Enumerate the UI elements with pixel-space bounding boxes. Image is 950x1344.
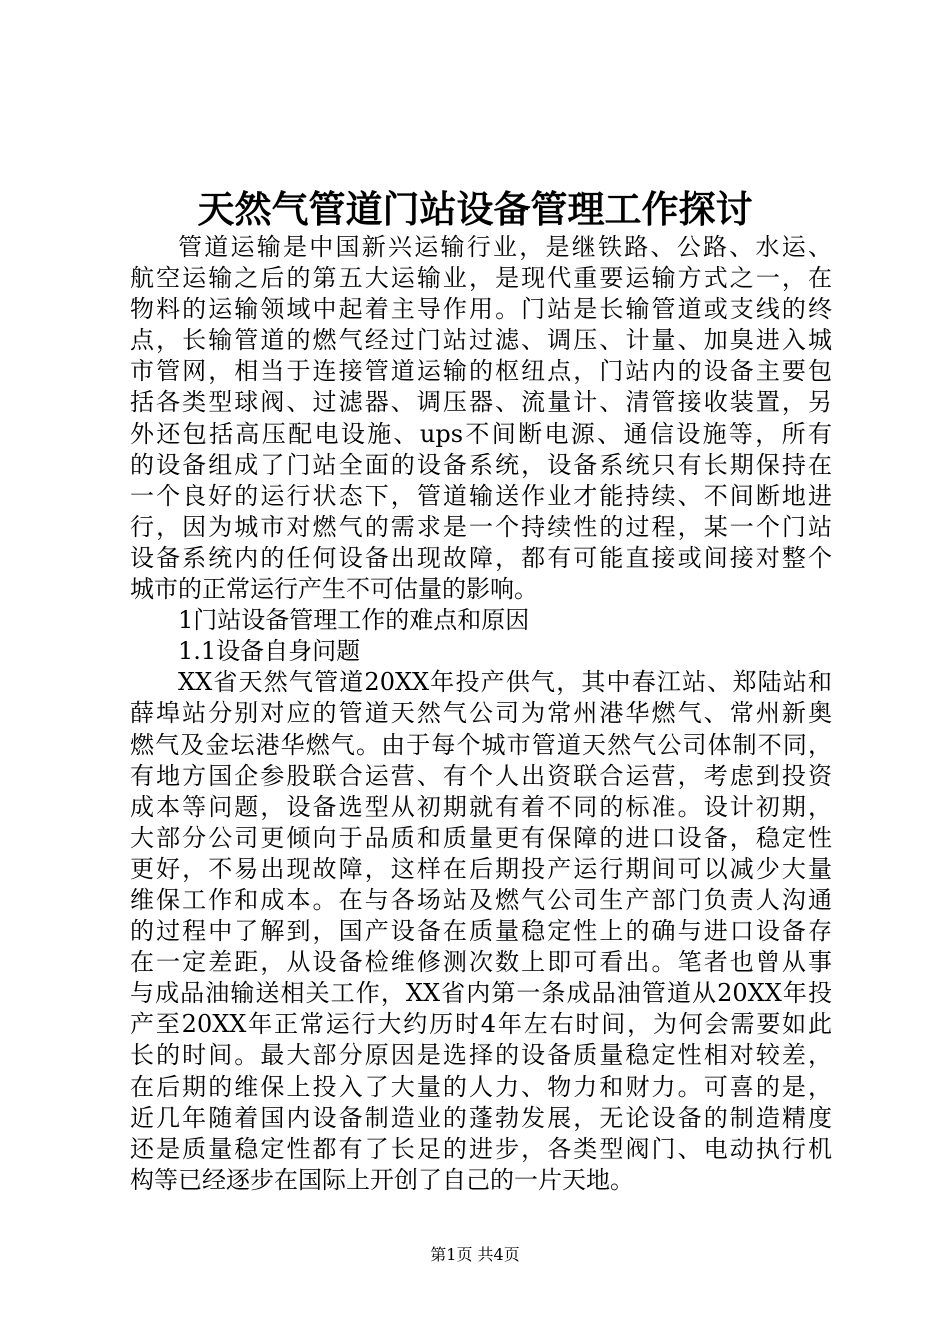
paragraph-line: 维保工作和成本。在与各场站及燃气公司生产部门负责人沟通 bbox=[130, 885, 832, 914]
paragraph-line: 的过程中了解到，国产设备在质量稳定性上的确与进口设备存 bbox=[130, 917, 832, 946]
paragraph-line: 行，因为城市对燃气的需求是一个持续性的过程，某一个门站 bbox=[130, 512, 832, 541]
paragraph-line: 构等已经逐步在国际上开创了自己的一片天地。 bbox=[130, 1165, 634, 1194]
document-body bbox=[130, 232, 832, 1196]
paragraph-line: 还是质量稳定性都有了长足的进步，各类型阀门、电动执行机 bbox=[130, 1134, 832, 1163]
paragraph-line: 薛埠站分别对应的管道天然气公司为常州港华燃气、常州新奥 bbox=[130, 699, 832, 728]
paragraph-line: 长的时间。最大部分原因是选择的设备质量稳定性相对较差， bbox=[130, 1041, 832, 1070]
paragraph-line: 燃气及金坛港华燃气。由于每个城市管道天然气公司体制不同， bbox=[130, 730, 832, 759]
paragraph-line: 近几年随着国内设备制造业的蓬勃发展，无论设备的制造精度 bbox=[130, 1103, 832, 1132]
paragraph-line: 大部分公司更倾向于品质和质量更有保障的进口设备，稳定性 bbox=[130, 823, 832, 852]
paragraph-line: 城市的正常运行产生不可估量的影响。 bbox=[130, 575, 538, 604]
paragraph-line: 一个良好的运行状态下，管道输送作业才能持续、不间断地进 bbox=[130, 481, 832, 510]
paragraph-line: 的设备组成了门站全面的设备系统，设备系统只有长期保持在 bbox=[130, 450, 832, 479]
paragraph-line: 与成品油输送相关工作，XX省内第一条成品油管道从20XX年投 bbox=[130, 979, 832, 1008]
paragraph-line: 市管网，相当于连接管道运输的枢纽点，门站内的设备主要包 bbox=[130, 357, 832, 386]
paragraph-line: 更好，不易出现故障，这样在后期投产运行期间可以减少大量 bbox=[130, 854, 832, 883]
paragraph-line: XX省天然气管道20XX年投产供气，其中春江站、郑陆站和 bbox=[178, 668, 832, 697]
paragraph-line: 航空运输之后的第五大运输业，是现代重要运输方式之一，在 bbox=[130, 264, 832, 293]
paragraph-line: 产至20XX年正常运行大约历时4年左右时间，为何会需要如此 bbox=[130, 1010, 832, 1039]
paragraph-line: 外还包括高压配电设施、ups不间断电源、通信设施等，所有 bbox=[130, 419, 832, 448]
paragraph-line: 括各类型球阀、过滤器、调压器、流量计、清管接收装置，另 bbox=[130, 388, 832, 417]
paragraph-line: 设备系统内的任何设备出现故障，都有可能直接或间接对整个 bbox=[130, 543, 832, 572]
paragraph-line: 点，长输管道的燃气经过门站过滤、调压、计量、加臭进入城 bbox=[130, 326, 832, 355]
paragraph-line: 物料的运输领域中起着主导作用。门站是长输管道或支线的终 bbox=[130, 295, 832, 324]
section-heading: 1门站设备管理工作的难点和原因 bbox=[178, 606, 530, 635]
paragraph-line: 在后期的维保上投入了大量的人力、物力和财力。可喜的是， bbox=[130, 1072, 832, 1101]
document-title: 天然气管道门站设备管理工作探讨 bbox=[197, 187, 753, 231]
page-footer: 第1页 共4页 bbox=[430, 1245, 520, 1264]
paragraph-line: 在一定差距，从设备检维修测次数上即可看出。笔者也曾从事 bbox=[130, 948, 832, 977]
paragraph-line: 管道运输是中国新兴运输行业，是继铁路、公路、水运、 bbox=[178, 233, 832, 261]
subsection-heading: 1.1设备自身问题 bbox=[178, 637, 361, 666]
paragraph-line: 成本等问题，设备选型从初期就有着不同的标准。设计初期， bbox=[130, 792, 832, 821]
paragraph-line: 有地方国企参股联合运营、有个人出资联合运营，考虑到投资 bbox=[130, 761, 832, 790]
